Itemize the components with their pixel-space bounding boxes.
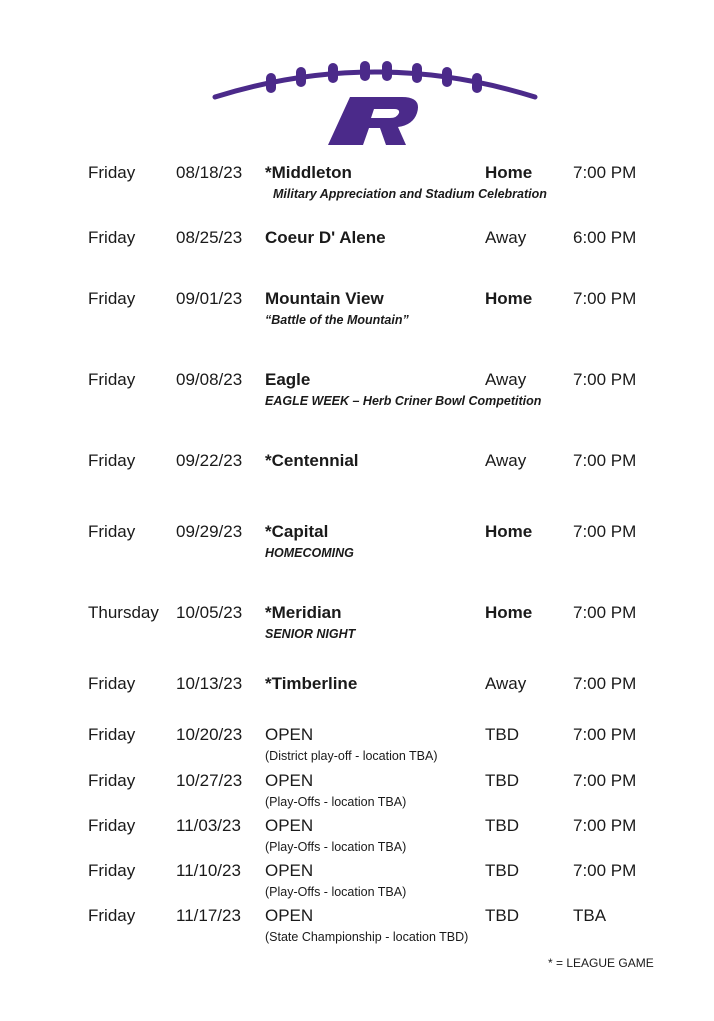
- game-day: Friday: [88, 451, 136, 470]
- game-time: 7:00 PM: [573, 674, 637, 693]
- game-day: Friday: [88, 906, 136, 925]
- game-time: 7:00 PM: [573, 816, 637, 835]
- game-opponent: *Capital: [265, 522, 329, 541]
- game-date: 08/18/23: [176, 163, 243, 182]
- game-day: Friday: [88, 163, 136, 182]
- game-note: (Play-Offs - location TBA): [265, 885, 407, 899]
- game-date: 09/22/23: [176, 451, 243, 470]
- league-game-legend: * = LEAGUE GAME: [548, 956, 654, 970]
- game-location: Away: [485, 228, 527, 247]
- game-location: Home: [485, 163, 533, 182]
- football-laces-r-logo-icon: [210, 55, 540, 155]
- game-date: 09/08/23: [176, 370, 243, 389]
- game-opponent: OPEN: [265, 906, 314, 925]
- game-note: SENIOR NIGHT: [265, 627, 356, 641]
- game-note: (District play-off - location TBA): [265, 749, 438, 763]
- game-opponent: OPEN: [265, 816, 314, 835]
- game-day: Thursday: [88, 603, 159, 622]
- game-location: Away: [485, 370, 527, 389]
- game-day: Friday: [88, 861, 136, 880]
- game-time: 7:00 PM: [573, 861, 637, 880]
- game-location: Home: [485, 603, 533, 622]
- game-opponent: Coeur D' Alene: [265, 228, 386, 247]
- game-location: TBD: [485, 861, 519, 880]
- game-opponent: *Timberline: [265, 674, 358, 693]
- game-opponent: OPEN: [265, 725, 314, 744]
- game-note: EAGLE WEEK – Herb Criner Bowl Competition: [265, 394, 542, 408]
- game-note: “Battle of the Mountain”: [265, 313, 409, 327]
- game-location: TBD: [485, 725, 519, 744]
- game-time: 7:00 PM: [573, 771, 637, 790]
- game-date: 11/17/23: [176, 906, 241, 925]
- game-date: 11/03/23: [176, 816, 241, 835]
- game-time: 7:00 PM: [573, 603, 637, 622]
- game-time: 7:00 PM: [573, 163, 637, 182]
- game-opponent: Eagle: [265, 370, 311, 389]
- game-note: (Play-Offs - location TBA): [265, 840, 407, 854]
- game-opponent: Mountain View: [265, 289, 384, 308]
- game-day: Friday: [88, 370, 136, 389]
- game-opponent: *Centennial: [265, 451, 359, 470]
- game-location: Away: [485, 674, 527, 693]
- game-date: 10/13/23: [176, 674, 243, 693]
- game-day: Friday: [88, 816, 136, 835]
- game-day: Friday: [88, 228, 136, 247]
- game-day: Friday: [88, 725, 136, 744]
- game-location: Home: [485, 289, 533, 308]
- game-date: 10/05/23: [176, 603, 243, 622]
- game-date: 10/27/23: [176, 771, 243, 790]
- game-time: 7:00 PM: [573, 289, 637, 308]
- game-location: TBD: [485, 816, 519, 835]
- game-time: 7:00 PM: [573, 725, 637, 744]
- game-date: 08/25/23: [176, 228, 243, 247]
- game-day: Friday: [88, 522, 136, 541]
- game-opponent: *Meridian: [265, 603, 342, 622]
- game-opponent: *Middleton: [265, 163, 352, 182]
- game-time: 7:00 PM: [573, 370, 637, 389]
- game-date: 10/20/23: [176, 725, 243, 744]
- game-location: TBD: [485, 906, 519, 925]
- game-opponent: OPEN: [265, 861, 314, 880]
- game-location: TBD: [485, 771, 519, 790]
- game-time: 6:00 PM: [573, 228, 637, 247]
- game-date: 09/29/23: [176, 522, 243, 541]
- game-location: Home: [485, 522, 533, 541]
- game-opponent: OPEN: [265, 771, 314, 790]
- game-note: HOMECOMING: [265, 546, 354, 560]
- game-time: 7:00 PM: [573, 451, 637, 470]
- game-note: (Play-Offs - location TBA): [265, 795, 407, 809]
- game-day: Friday: [88, 771, 136, 790]
- game-note: (State Championship - location TBD): [265, 930, 469, 944]
- game-time: TBA: [573, 906, 607, 925]
- game-date: 11/10/23: [176, 861, 241, 880]
- game-day: Friday: [88, 674, 136, 693]
- game-time: 7:00 PM: [573, 522, 637, 541]
- game-location: Away: [485, 451, 527, 470]
- game-note: Military Appreciation and Stadium Celebration: [273, 187, 547, 201]
- game-day: Friday: [88, 289, 136, 308]
- game-date: 09/01/23: [176, 289, 243, 308]
